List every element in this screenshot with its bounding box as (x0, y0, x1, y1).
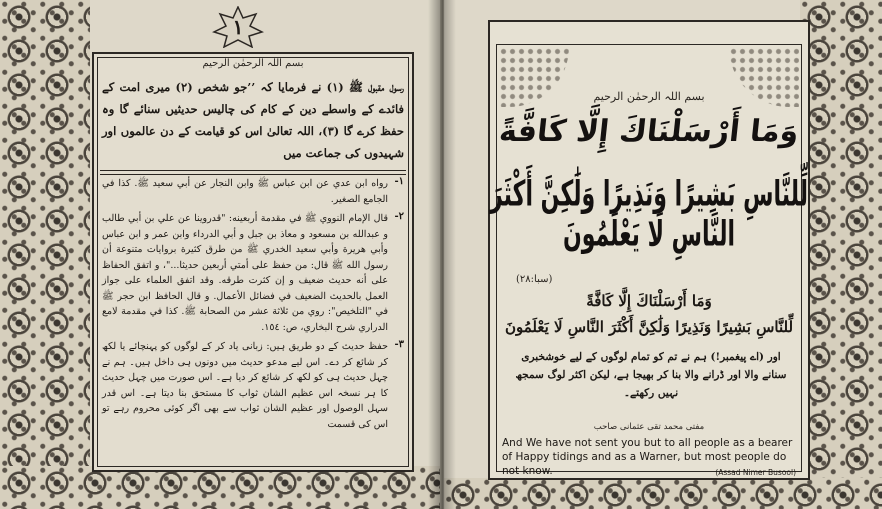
intro-paragraph: رسول مقبول ﷺ (١) نے فرمایا کہ ’’جو شخص (٢) میری امت کے فائدے کے واسطے دین کے کام کی چالیس حدیثیں سنائے گا وہ حفظ کرے گا (٣)، اللہ تعالیٰ اس کو قیامت کے دن عالموں اور شہیدوں کی جماعت میں (102, 80, 404, 160)
calligraphy-line-1: وَمَا أَرْسَلْنَاكَ إِلَّا كَافَّةً (497, 114, 801, 149)
footnote-item (102, 339, 404, 432)
book-spine-shadow (428, 0, 456, 509)
verse-panel (488, 20, 810, 480)
verse-text-line-2: لِّلنَّاسِ بَشِيرًا وَنَذِيرًا وَلَٰكِنَّ أَكْثَرَ النَّاسِ لَا يَعْلَمُونَ (504, 318, 794, 336)
hadith-text-panel (92, 52, 414, 472)
footnotes-list (102, 176, 404, 436)
footnote-number: ٢- (394, 211, 404, 222)
footnote-text: قال الإمام النووي ﷺ في مقدمة أربعينه: "قدروينا عن علي بن أبي طالب و عبدالله بن مسعود و معاذ بن جبل و أبي الدرداء وابن عمر و ابن عباس وأبي هريرة وأبي سعيد الخدري ﷺ من طرق كثيرة بروايات متنوعة أن رسول الله ﷺ قال: من حفظ على أمتي أربعين حديثا..."، و اتفق الحفاظ على أنه حديث ضعيف و إن كثرت طرقه. وقد اتفق العلماء على جواز العمل بالحديث الضعيف في فضائل الأعمال. و قال الحافظ ابن حجر ﷺ في "التلخيص": روي من ثلاثة عشر من الصحابة ﷺ. كذا في مقدمة لامع الدراري شرح البخاري، ص: ١٥٤. (102, 213, 388, 333)
section-divider (100, 170, 406, 175)
urdu-translation: اور (اے پیغمبر!) ہم نے تم کو تمام لوگوں کے لیے خوشخبری سنانے والا اور ڈرانے والا بنا کر بھیجا ہے، لیکن اکثر لوگ سمجھ نہیں رکھتے۔ (515, 351, 787, 399)
bismillah-heading: بسم اللہ الرحمٰن الرحیم (593, 90, 705, 103)
right-page (444, 0, 882, 509)
bismillah-heading: بسم اللہ الرحمٰن الرحیم (202, 58, 304, 69)
footnote-number: ٣- (394, 339, 404, 350)
verse-inner-frame (496, 44, 802, 472)
floral-border-bottom-right (444, 478, 882, 509)
floral-border-bottom-left (0, 466, 440, 509)
left-page (0, 0, 440, 509)
footnote-number: ١- (394, 176, 404, 187)
footnote-item (102, 211, 404, 335)
calligraphy-line-2: لِّلنَّاسِ بَشِيرًا وَنَذِيرًا وَلَٰكِنَّ أَكْثَرَ النَّاسِ لَا يَعْلَمُونَ (490, 175, 808, 255)
page-number: ١ (232, 15, 244, 39)
urdu-translator: مفتی محمد تقی عثمانی صاحب (593, 422, 705, 432)
verse-text-line-1: وَمَا أَرْسَلْنَاكَ إِلَّا كَافَّةً (586, 292, 712, 310)
translator-credit: (Assad Nimer Busool) (715, 468, 796, 477)
footnote-text: رواه ابن عدي عن ابن عباس ﷺ وابن النجار عن أبي سعيد ﷺ. كذا في الجامع الصغير. (102, 178, 388, 205)
footnote-item (102, 176, 404, 207)
page-number-badge (212, 6, 264, 48)
footnote-text: حفظ حدیث کے دو طریق ہیں: زبانی یاد کر کے لوگوں کو پہنچائے یا لکھ کر شائع کر دے۔ اس لیے مدعو حدیث میں دونوں ہی داخل ہیں۔ ہم نے چہل حدیث ہی کو لکھ کر شائع کر دیا ہے۔ اس صورت میں چہل حدیث کا ہر نسخہ اس عظیم الشان ثواب کا مستحق بنا دیتا ہے۔ اس قدر سہل الوصول اور عظیم الشان ثواب سے بھی اگر کوئی محروم رہے تو اس کی قسمت (102, 341, 388, 430)
floral-border-right (800, 0, 882, 509)
verse-reference: (سبا:٢٨) (516, 274, 553, 285)
floral-border-left (0, 0, 90, 509)
english-translation: And We have not sent you but to all people as a bearer of Happy tidings and as a Warner, but most people do not know. (502, 437, 793, 477)
